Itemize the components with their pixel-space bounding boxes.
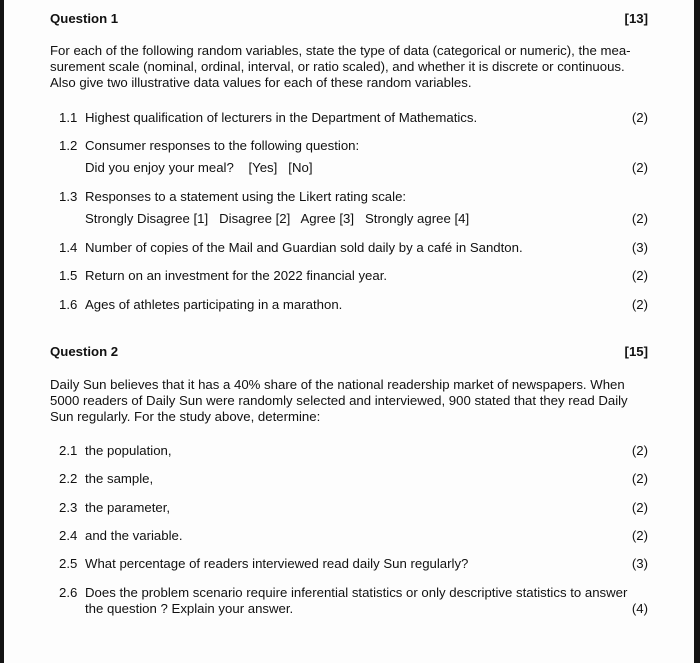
item-marks: (3) <box>631 240 648 255</box>
item-marks: (4) <box>631 601 648 616</box>
item-text: Does the problem scenario require inferential statistics or only descriptive statistics to answer <box>85 585 628 600</box>
item-marks: (2) <box>631 471 648 486</box>
item-marks: (2) <box>631 443 648 458</box>
intro-line: surement scale (nominal, ordinal, interval, or ratio scaled), and whether it is discrete or continuous. <box>50 59 625 75</box>
item-text: What percentage of readers interviewed read daily Sun regularly? <box>85 556 469 571</box>
item-subtext: Did you enjoy your meal? [Yes] [No] <box>85 160 313 175</box>
item-number: 1.6 <box>59 297 78 312</box>
item-text: Number of copies of the Mail and Guardian sold daily by a café in Sandton. <box>85 240 523 255</box>
item-number: 1.1 <box>59 110 78 125</box>
item-marks: (2) <box>631 297 648 312</box>
item-subtext: Strongly Disagree [1] Disagree [2] Agree [3] Strongly agree [4] <box>85 211 470 226</box>
intro-line: 5000 readers of Daily Sun were randomly selected and interviewed, 900 stated that they read Daily <box>50 393 628 409</box>
item-text: and the variable. <box>85 528 183 543</box>
intro-line: For each of the following random variables, state the type of data (categorical or numeric), the mea- <box>50 43 631 58</box>
item-marks: (2) <box>631 500 648 515</box>
item-number: 1.4 <box>59 240 78 255</box>
item-text: the population, <box>85 443 172 458</box>
item-text: the parameter, <box>85 500 171 515</box>
item-text: the sample, <box>85 471 154 486</box>
item-number: 2.3 <box>59 500 78 515</box>
intro-line: Sun regularly. For the study above, determine: <box>50 409 321 425</box>
item-text-continued: the question ? Explain your answer. <box>85 601 294 616</box>
item-number: 2.4 <box>59 528 78 543</box>
question-1-title: Question 1 <box>50 11 119 26</box>
item-number: 2.6 <box>59 585 78 600</box>
item-marks: (2) <box>631 211 648 226</box>
item-number: 1.2 <box>59 138 78 153</box>
question-1-intro <box>50 43 650 92</box>
item-text: Consumer responses to the following question: <box>85 138 360 153</box>
item-marks: (2) <box>631 110 648 125</box>
item-number: 2.1 <box>59 443 78 458</box>
intro-line: Also give two illustrative data values for each of these random variables. <box>50 75 472 91</box>
item-text: Highest qualification of lecturers in the Department of Mathematics. <box>85 110 478 125</box>
item-text: Ages of athletes participating in a marathon. <box>85 297 343 312</box>
item-text: Return on an investment for the 2022 financial year. <box>85 268 388 283</box>
item-number: 2.5 <box>59 556 78 571</box>
question-2-intro <box>50 377 650 426</box>
question-2-title: Question 2 <box>50 344 119 359</box>
document-page <box>4 0 694 663</box>
question-2-total-marks: [15] <box>624 344 648 359</box>
item-marks: (2) <box>631 528 648 543</box>
item-marks: (3) <box>631 556 648 571</box>
item-marks: (2) <box>631 160 648 175</box>
question-1-total-marks: [13] <box>624 11 648 26</box>
item-number: 1.3 <box>59 189 78 204</box>
item-marks: (2) <box>631 268 648 283</box>
item-number: 2.2 <box>59 471 78 486</box>
item-number: 1.5 <box>59 268 78 283</box>
item-text: Responses to a statement using the Likert rating scale: <box>85 189 407 204</box>
intro-line: Daily Sun believes that it has a 40% share of the national readership market of newspapers. When <box>50 377 625 392</box>
